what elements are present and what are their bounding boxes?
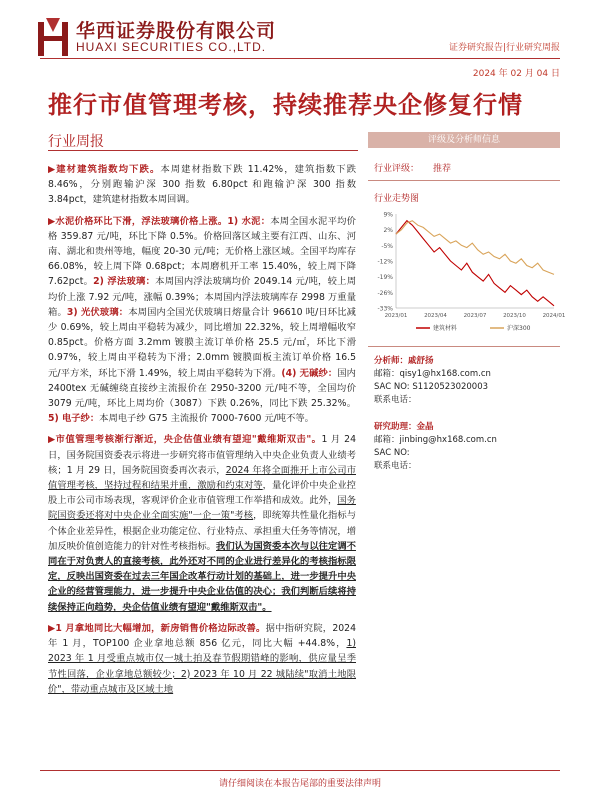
analyst-sac: SAC NO: S1120523020003 — [374, 382, 489, 392]
section-label: 行业周报 — [48, 134, 104, 150]
industry-rating — [368, 148, 560, 181]
text-cement: 本周全国水泥平均价格 359.87 元/吨，环比下降 0.5%。价格回落区域主要有江西、山东、河南、湖北和贵州等地，幅度 20-30 元/吨；无价格上涨区域。全国平均库存 66.08%，较上周下降 0.68pct；本周磨机开工率 15.40%，较上周下降 7.62pct。 — [48, 215, 356, 288]
text-pv-glass: 本周国内全国光伏玻璃日熔量合计 96610 吨/日环比减少 0.69%，较上周由平稳转为减少，同比增加 22.32%，较上周增幅收窄 0.85pct。价格方面 3.2mm 镀膜主流订单价格 25.5 元/㎡，环比下滑 0.97%，较上周由平稳转为下滑；2.0mm 镀膜面板主流订单价格 16.5 元/平方米，环比下滑 1.49%，较上周由平稳转为下滑。 — [48, 306, 356, 379]
assistant-phone: 联系电话： — [374, 461, 417, 471]
x-tick-label: 2023/01 — [384, 313, 408, 319]
paragraph-lead: ▶市值管理考核渐行渐近，央企估值业绩有望迎"戴维斯双击"。 — [48, 434, 322, 446]
y-tick-label: -5% — [381, 242, 393, 250]
page-title: 推行市值管理考核，持续推荐央企修复行情 — [48, 91, 523, 119]
document-type: 证券研究报告|行业研究周报 — [448, 43, 560, 53]
x-tick-label: 2023/04 — [424, 313, 447, 319]
paragraph-land — [48, 621, 356, 697]
huaxi-logo-icon — [38, 18, 68, 56]
subhead-pv-glass: 3) 光伏玻璃： — [66, 306, 129, 318]
main-body — [48, 162, 356, 703]
report-date: 2024 年 02 月 04 日 — [472, 69, 560, 79]
text-float-glass: 本周国内浮法玻璃均价 2049.14 元/吨，较上周均价上涨 7.92 元/吨，涨幅 0.39%；本周国内浮法玻璃库存 2998 万重量箱。 — [48, 276, 356, 318]
paragraph-lead: ▶水泥价格环比下滑，浮法玻璃价格上涨。 — [48, 215, 228, 227]
x-tick-label: 2023/07 — [463, 313, 487, 319]
subhead-cement: 1) 水泥： — [227, 215, 271, 227]
paragraph-text: 据中指研究院，2024 年 1 月，TOP100 企业拿地总额 856 亿元，同比大幅 +44.8%， — [48, 622, 356, 650]
y-tick-label: -33% — [377, 305, 393, 313]
analyst-name: 分析师：戚舒扬 — [374, 356, 434, 366]
text-electronic-yarn: 本周电子纱 G75 主流报价 7000-7600 元/吨不等。 — [99, 413, 314, 425]
trend-chart — [368, 208, 566, 340]
x-tick-label: 2023/10 — [503, 313, 526, 319]
trend-section — [368, 181, 566, 347]
y-tick-label: 2% — [383, 227, 393, 235]
y-tick-label: -26% — [377, 289, 393, 297]
legend-label: 沪深300 — [507, 325, 531, 332]
assistant-email: 邮箱：jinbing@hx168.com.cn — [374, 435, 497, 445]
underlined-text: 2024 年将全面推开上市公司市值管理考核，坚持过程和结果并重，激励和约束对等 — [48, 464, 356, 492]
paragraph-market-value — [48, 432, 356, 614]
paragraph-text: 1 月 24 日，国务院国资委表示将进一步研究将市值管理纳入中央企业负责人业绩考核；1 月 29 日，国务院国资委再次表示， — [48, 434, 356, 476]
legal-notice: 请仔细阅读在本报告尾部的重要法律声明 — [218, 779, 381, 789]
assistant-sac: SAC NO: — [374, 448, 410, 458]
series-line-0 — [396, 221, 554, 306]
series-line-1 — [396, 221, 554, 275]
header-divider — [40, 58, 560, 59]
sidebar — [368, 132, 566, 473]
assistant-name: 研究助理：金晶 — [374, 422, 434, 432]
rating-label: 行业评级： — [374, 164, 420, 174]
analyst-info — [368, 347, 560, 473]
rating-value: 推荐 — [433, 164, 452, 174]
y-tick-label: -12% — [377, 258, 393, 266]
page-header — [0, 0, 600, 79]
legend-label: 建筑材料 — [433, 325, 458, 332]
paragraph-lead: ▶1 月拿地同比大幅增加，新房销售价格边际改善。 — [48, 622, 266, 634]
section-divider — [48, 150, 358, 151]
paragraph-prices — [48, 214, 356, 427]
subhead-float-glass: 2) 浮法玻璃： — [93, 276, 156, 288]
y-tick-label: -19% — [377, 274, 393, 282]
y-tick-label: 9% — [383, 211, 393, 219]
bold-conclusion: 我们认为国资委本次与以往定调不同在于对负责人的直接考核，此外还对不同的企业进行差异化的考核指标限定，反映出国资委在过去三年国企改革行动计划的基础上，进一步提升中央企业的经营管理能力，进一步提升中央企业估值的决心；我们判断后续将持续保持正向趋势，央企估值业绩有望迎"戴维斯双击"。 — [48, 540, 356, 613]
x-tick-label: 2024/01 — [542, 313, 566, 319]
trend-chart-svg — [368, 208, 566, 340]
paragraph-text: 本周建材指数下跌 11.42%，建筑指数下跌 8.46%，分别跑输沪深 300 指数 6.80pct 和跑输沪深 300 指数 3.84pct，建筑建材指数本周回调。 — [48, 164, 357, 206]
analyst-email: 邮箱：qisy1@hx168.com.cn — [374, 369, 491, 379]
underlined-text: 国务院国资委还将对中央企业全面实施"一企一策"考核 — [48, 495, 356, 522]
paragraph-index-performance — [48, 162, 356, 208]
paragraph-lead: ▶建材建筑指数均下跌。 — [48, 164, 161, 175]
paragraph-text: ，即统筹共性量化指标与个体企业差异性，根据企业功能定位、行业特点、承担重大任务等情况，增加反映价值创造能力的针对性考核指标。 — [48, 510, 356, 552]
underlined-text: 1) 2023 年 1 月受重点城市仅一城土拍及春节假期错峰的影响，供应量呈季节性回落，企业拿地总额较少；2) 2023 年 10 月 22 城陆续"取消土地限价"，带动重点城市及区域土地 — [48, 638, 356, 695]
subhead-electronic-yarn: 5) 电子纱： — [48, 413, 100, 425]
footer-divider — [40, 770, 560, 771]
sidebar-header: 评级及分析师信息 — [368, 132, 560, 148]
analyst-phone: 联系电话： — [374, 395, 417, 405]
text-alkali-free-yarn: 国内 2400tex 无碱缠绕直接纱主流报价在 2950-3200 元/吨不等，全国均价 3079 元/吨，环比上周均价（3087）下跌 0.26%，同比下跌 25.32%。 — [48, 367, 356, 410]
company-name-cn: 华西证券股份有限公司 — [76, 20, 277, 42]
trend-chart-label: 行业走势图 — [374, 194, 420, 204]
paragraph-text: ，量化评价中央企业控股上市公司市场表现，客观评价企业市值管理工作举措和成效。此外， — [48, 480, 356, 507]
subhead-alkali-free-yarn: (4) 无碱纱： — [281, 367, 338, 379]
company-name-en: HUAXI SECURITIES CO.,LTD. — [76, 40, 267, 54]
